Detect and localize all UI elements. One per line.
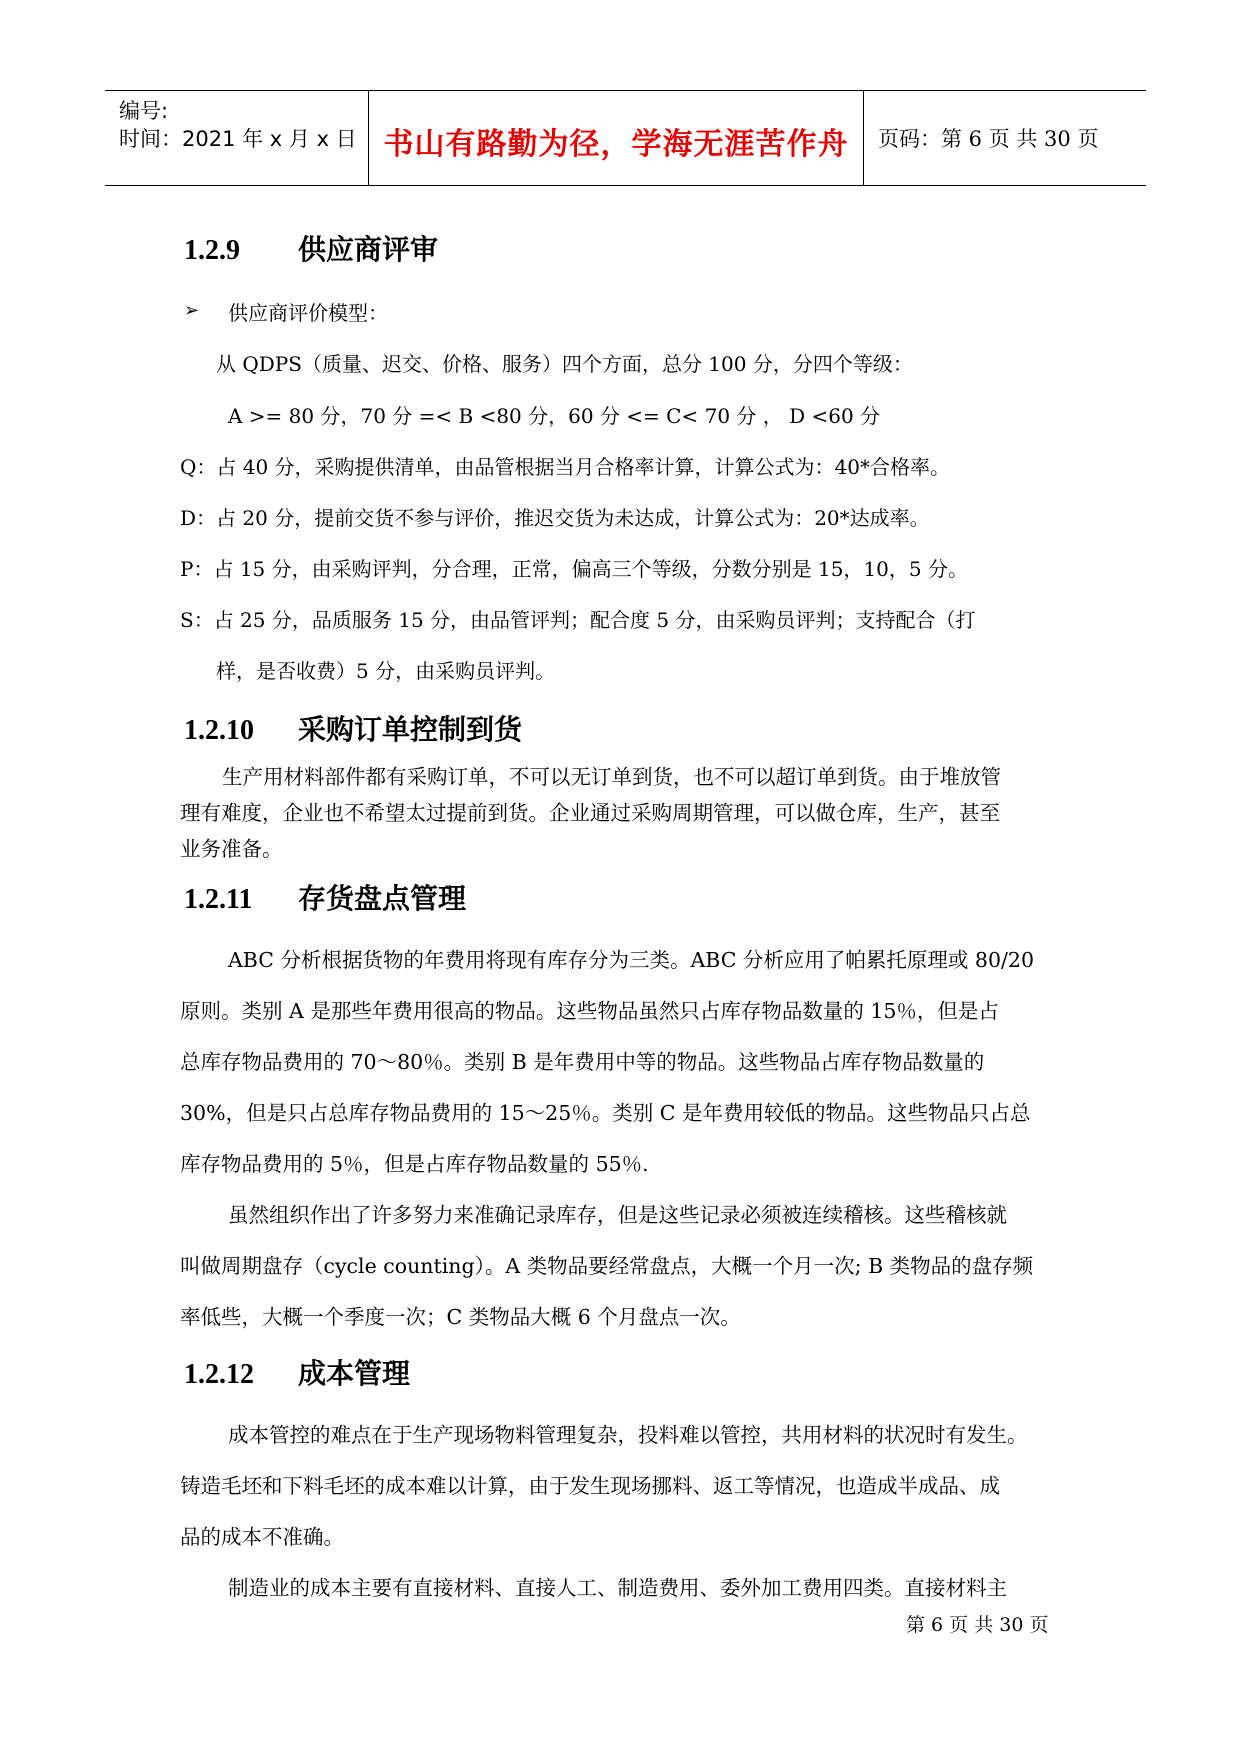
paragraph-line: 总库存物品费用的 70～80％。类别 B 是年费用中等的物品。这些物品占库存物品数量的	[180, 1050, 985, 1074]
section-number: 1.2.12	[184, 1359, 254, 1390]
page-footer: 第 6 页 共 30 页	[906, 1614, 1049, 1636]
paragraph-line: 虽然组织作出了许多努力来准确记录库存，但是这些记录必须被连续稽核。这些稽核就	[228, 1203, 1007, 1227]
paragraph-line: 原则。类别 A 是那些年费用很高的物品。这些物品虽然只占库存物品数量的 15％，但是占	[180, 999, 999, 1023]
paragraph-line: 率低些，大概一个季度一次；C 类物品大概 6 个月盘点一次。	[180, 1305, 741, 1329]
text-line: 样，是否收费）5 分，由采购员评判。	[216, 659, 556, 683]
page-info: 页码：第 6 页 共 30 页	[878, 127, 1099, 151]
paragraph-line: 业务准备。	[180, 837, 283, 861]
paragraph-line: 成本管控的难点在于生产现场物料管理复杂，投料难以管控，共用材料的状况时有发生。	[228, 1423, 1028, 1447]
section-number: 1.2.11	[184, 884, 253, 915]
header-motto-cell	[369, 91, 864, 185]
paragraph-line: 叫做周期盘存（cycle counting）。A 类物品要经常盘点，大概一个月一次; B 类物品的盘存频	[180, 1254, 1034, 1278]
text-line: S：占 25 分，品质服务 15 分，由品管评判；配合度 5 分，由采购员评判；支持配合（打	[180, 608, 976, 632]
paragraph-line: 制造业的成本主要有直接材料、直接人工、制造费用、委外加工费用四类。直接材料主	[228, 1576, 1007, 1600]
section-heading	[184, 708, 522, 748]
number-label: 编号:	[119, 99, 169, 123]
section-heading	[184, 877, 466, 917]
section-heading	[184, 1352, 410, 1392]
text-line: 供应商评价模型：	[228, 301, 388, 325]
bullet-arrow-icon: ➢	[184, 300, 200, 321]
section-title: 存货盘点管理	[298, 882, 467, 915]
text-line: Q：占 40 分，采购提供清单，由品管根据当月合格率计算，计算公式为：40*合格率。	[180, 455, 951, 479]
paragraph-line: 品的成本不准确。	[180, 1525, 344, 1549]
paragraph-line: 30%，但是只占总库存物品费用的 15～25％。类别 C 是年费用较低的物品。这些物品只占总	[180, 1101, 1031, 1125]
section-heading	[184, 228, 438, 268]
section-number: 1.2.10	[184, 715, 254, 746]
section-title: 采购订单控制到货	[298, 713, 523, 746]
header-left-cell	[105, 91, 369, 185]
section-title: 成本管理	[298, 1357, 411, 1390]
text-line: D：占 20 分，提前交货不参与评价，推迟交货为未达成，计算公式为：20*达成率。	[180, 506, 930, 530]
text-line: 从 QDPS（质量、迟交、价格、服务）四个方面，总分 100 分，分四个等级：	[216, 352, 913, 376]
paragraph-line: 铸造毛坯和下料毛坯的成本难以计算，由于发生现场挪料、返工等情况，也造成半成品、成	[180, 1474, 1000, 1498]
paragraph-line: 库存物品费用的 5％，但是占库存物品数量的 55％.	[180, 1152, 649, 1176]
page-header	[105, 90, 1146, 186]
header-motto: 书山有路勤为径，学海无涯苦作舟	[383, 127, 849, 162]
section-title: 供应商评审	[298, 233, 439, 266]
text-line: P：占 15 分，由采购评判，分合理，正常，偏高三个等级，分数分别是 15，10，5 分。	[180, 557, 968, 581]
paragraph-line: 理有难度，企业也不希望太过提前到货。企业通过采购周期管理，可以做仓库，生产，甚至	[180, 801, 1000, 825]
paragraph-line: 生产用材料部件都有采购订单，不可以无订单到货，也不可以超订单到货。由于堆放管	[222, 765, 1001, 789]
header-right-cell	[864, 91, 1146, 185]
time-label: 时间：2021 年 x 月 x 日	[119, 127, 357, 151]
text-line: A >= 80 分，70 分 =< B <80 分，60 分 <= C< 70 分 ， D <60 分	[228, 404, 881, 428]
paragraph-line: ABC 分析根据货物的年费用将现有库存分为三类。ABC 分析应用了帕累托原理或 80/20	[228, 948, 1034, 972]
section-number: 1.2.9	[184, 235, 240, 266]
